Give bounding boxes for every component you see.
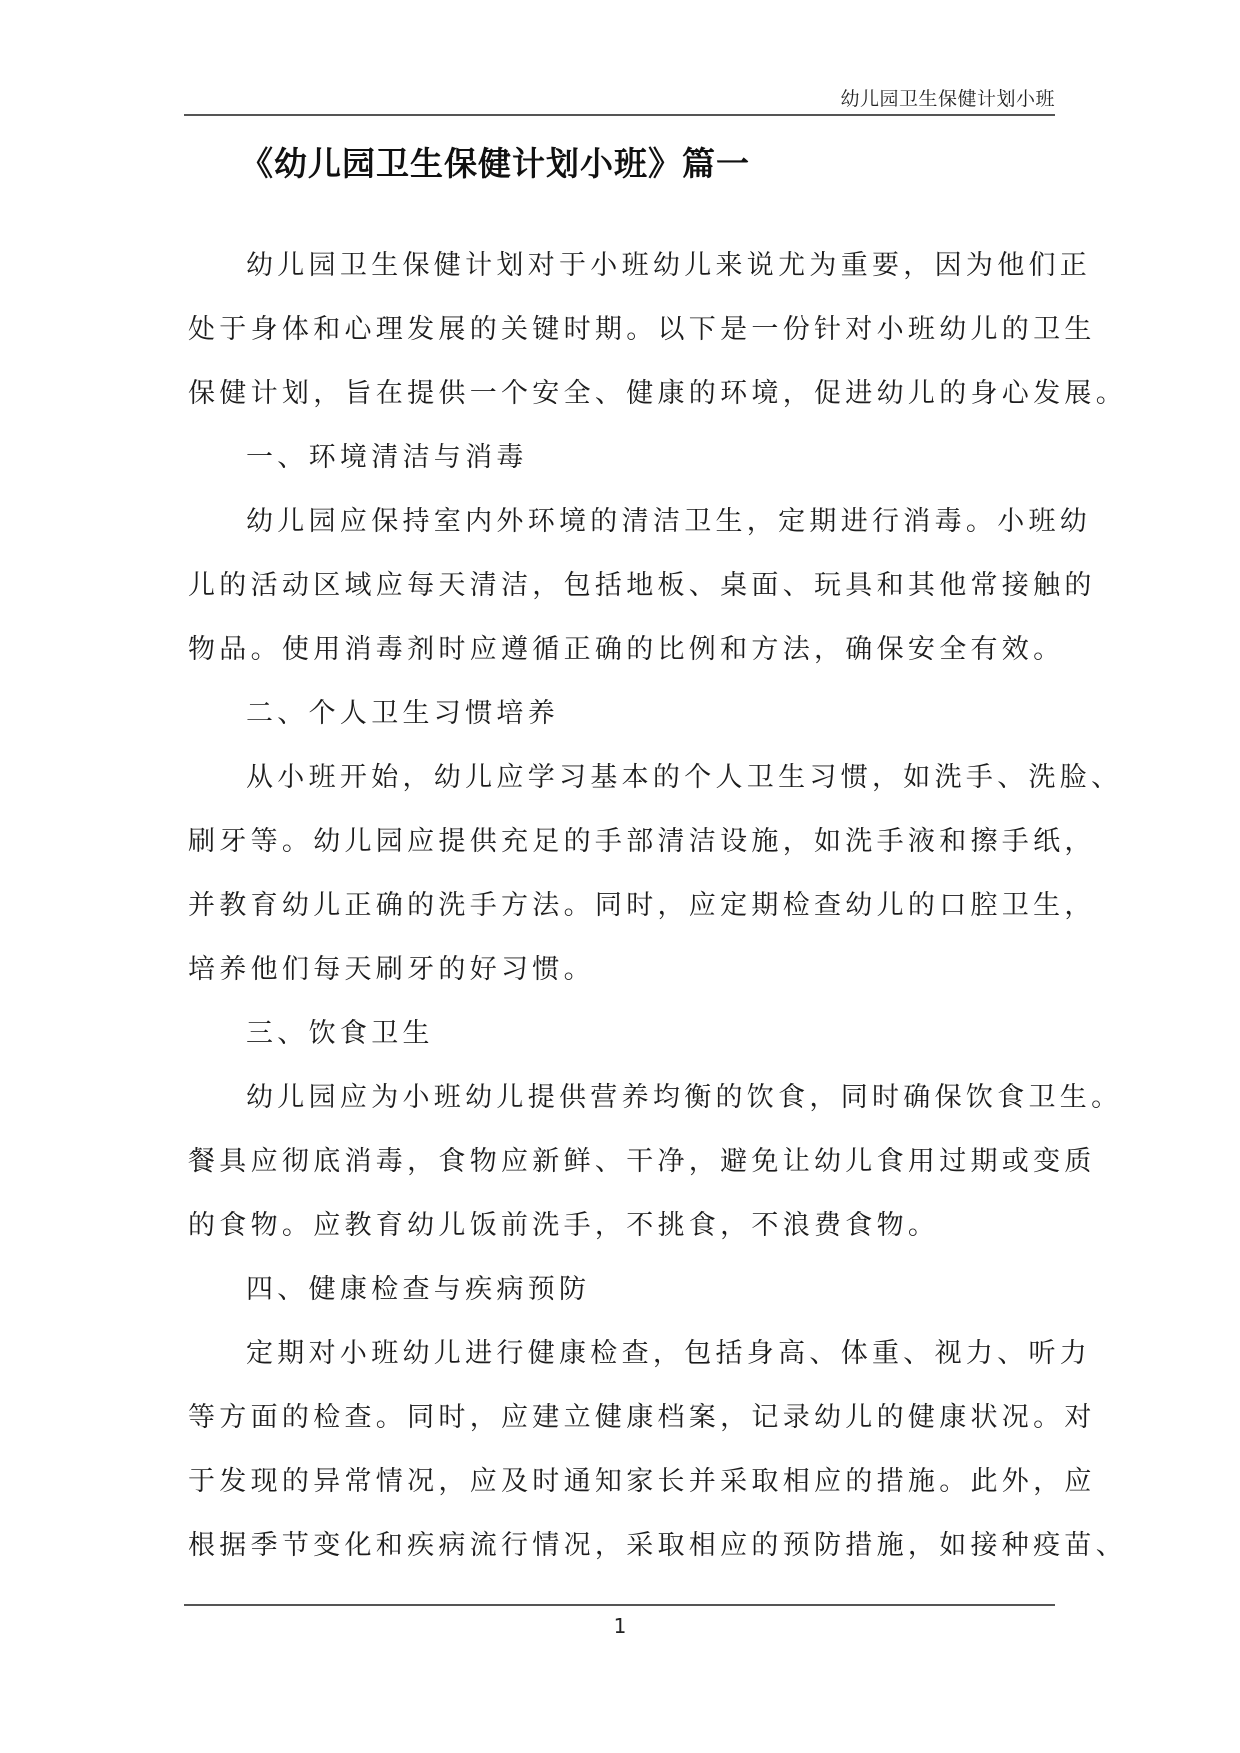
section-heading: 三、饮食卫生	[246, 1018, 434, 1049]
paragraph-line: 从小班开始，幼儿应学习基本的个人卫生习惯，如洗手、洗脸、	[246, 762, 1123, 793]
paragraph-line: 培养他们每天刷牙的好习惯。	[188, 954, 595, 985]
paragraph-line: 物品。使用消毒剂时应遵循正确的比例和方法，确保安全有效。	[188, 634, 1065, 665]
paragraph-line: 刷牙等。幼儿园应提供充足的手部清洁设施，如洗手液和擦手纸，	[188, 826, 1096, 857]
section-heading: 四、健康检查与疾病预防	[246, 1274, 591, 1305]
paragraph-line: 根据季节变化和疾病流行情况，采取相应的预防措施，如接种疫苗、	[188, 1530, 1127, 1561]
document-body	[188, 246, 1127, 1590]
section-heading: 一、环境清洁与消毒	[246, 442, 528, 473]
paragraph-line: 餐具应彻底消毒，食物应新鲜、干净，避免让幼儿食用过期或变质	[188, 1146, 1096, 1177]
paragraph-line: 于发现的异常情况，应及时通知家长并采取相应的措施。此外，应	[188, 1466, 1096, 1497]
paragraph-line: 的食物。应教育幼儿饭前洗手，不挑食，不浪费食物。	[188, 1210, 940, 1241]
paragraph-line: 幼儿园卫生保健计划对于小班幼儿来说尤为重要，因为他们正	[246, 250, 1092, 281]
paragraph-line: 儿的活动区域应每天清洁，包括地板、桌面、玩具和其他常接触的	[188, 570, 1096, 601]
paragraph-line: 并教育幼儿正确的洗手方法。同时，应定期检查幼儿的口腔卫生，	[188, 890, 1096, 921]
header-title: 幼儿园卫生保健计划小班	[840, 88, 1055, 110]
page-number: 1	[613, 1614, 627, 1638]
paragraph-line: 等方面的检查。同时，应建立健康档案，记录幼儿的健康状况。对	[188, 1402, 1096, 1433]
paragraph-line: 定期对小班幼儿进行健康检查，包括身高、体重、视力、听力	[246, 1338, 1092, 1369]
paragraph-line: 处于身体和心理发展的关键时期。以下是一份针对小班幼儿的卫生	[188, 314, 1096, 345]
document-title: 《幼儿园卫生保健计划小班》篇一	[240, 144, 750, 183]
section-heading: 二、个人卫生习惯培养	[246, 698, 559, 729]
paragraph-line: 幼儿园应保持室内外环境的清洁卫生，定期进行消毒。小班幼	[246, 506, 1092, 537]
footer-divider	[184, 1604, 1055, 1606]
paragraph-line: 幼儿园应为小班幼儿提供营养均衡的饮食，同时确保饮食卫生。	[246, 1082, 1123, 1113]
header-divider	[184, 114, 1055, 116]
paragraph-line: 保健计划，旨在提供一个安全、健康的环境，促进幼儿的身心发展。	[188, 378, 1127, 409]
